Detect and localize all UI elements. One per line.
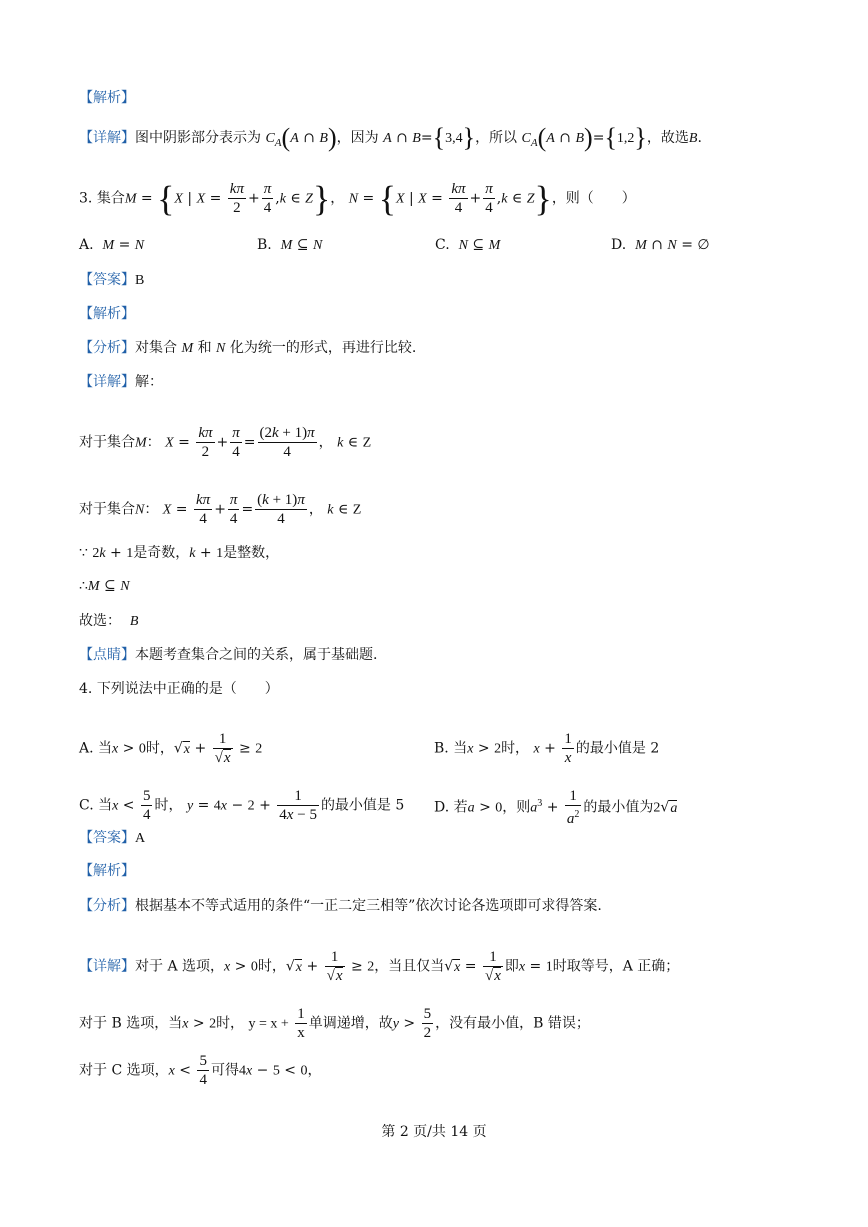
q4-option-b: B. 当x > 2时， x + $\frac{1}{x}$ 的最小值是 2 xyxy=(434,731,660,766)
q4-analysis-label: 【解析】 xyxy=(79,863,135,879)
q3-answer: 【答案】B xyxy=(79,272,145,288)
q3-option-c: C. N ⊆ M xyxy=(435,237,501,253)
q3-option-d: D. M ∩ N = ∅ xyxy=(611,237,710,253)
q3-choose: 故选： B xyxy=(79,613,139,629)
analysis-label: 【解析】 xyxy=(79,90,135,106)
q3-fenxi: 【分析】对集合 M 和 N 化为统一的形式，再进行比较. xyxy=(79,340,417,356)
q4-option-c: C. 当x < $\frac{5}{4}$ 时， y = 4x − 2 + $\frac{1}{4x - 5}$ 的最小值是 5 xyxy=(79,788,405,823)
q3-option-a: A. M = N xyxy=(79,237,145,253)
q4-option-a: A. 当x > 0时，√x + $\frac{1}{√x}$ ≥ 2 xyxy=(79,731,263,766)
q3-because: ∵ 2k + 1是奇数，k + 1是整数， xyxy=(79,545,280,561)
q3-detail-start: 【详解】解： xyxy=(79,374,163,390)
q3-therefore: ∴M ⊆ N xyxy=(79,578,130,594)
q4-answer: 【答案】A xyxy=(79,830,146,846)
q4-detail-c: 对于 C 选项，x < $\frac{5}{4}$ 可得4x − 5 < 0， xyxy=(79,1053,322,1088)
page-footer: 第 2 页/共 14 页 xyxy=(381,1124,487,1140)
q2-detail: 【详解】图中阴影部分表示为 $C_A(A$ ∩ B)，因为 A ∩ B={3,4}，所以 $C_A(A$ ∩ B)={1,2}，故选B. xyxy=(79,123,702,152)
q3-option-b: B. M ⊆ N xyxy=(257,237,323,253)
q3-forN: 对于集合N： X = $\frac{k\pi}{4}$ + $\frac{\pi}{4}$ = $\frac{(k + 1)\pi}{4}$ ， k ∈ Z xyxy=(79,492,362,527)
q4-stem: 4. 下列说法中正确的是（ ） xyxy=(79,681,279,697)
q4-fenxi: 【分析】根据基本不等式适用的条件“一正二定三相等”依次讨论各选项即可求得答案. xyxy=(79,898,602,914)
q4-detail-a: 【详解】对于 A 选项，x > 0时，√x + $\frac{1}{√x}$ ≥ 2，当且仅当√x = $\frac{1}{√x}$ 即x = 1时取等号，A 正确； xyxy=(79,949,680,984)
q3-forM: 对于集合M： X = $\frac{k\pi}{2}$ + $\frac{\pi}{4}$ = $\frac{(2k + 1)\pi}{4}$ ， k ∈ Z xyxy=(79,425,372,460)
q3-stem: 3. 集合M = {X | X = $\frac{k\pi}{2}$ + $\frac{\pi}{4}$ ,k ∈ Z}， N = {X | X = $\frac{k\pi}{4}$ + $\frac{\pi}{4}$ ,k ∈ Z}，则（ ） xyxy=(79,178,636,219)
q3-comment: 【点睛】本题考查集合之间的关系，属于基础题. xyxy=(79,647,378,663)
q4-detail-b: 对于 B 选项，当x > 2时， y = x + $\frac{1}{x}$ 单调递增，故y > $\frac{5}{2}$ ，没有最小值，B 错误； xyxy=(79,1006,590,1041)
q3-analysis-label: 【解析】 xyxy=(79,306,135,322)
q4-option-d: D. 若a > 0，则$a^3$ + $\frac{1}{a^2}$ 的最小值为2√a xyxy=(434,788,678,827)
